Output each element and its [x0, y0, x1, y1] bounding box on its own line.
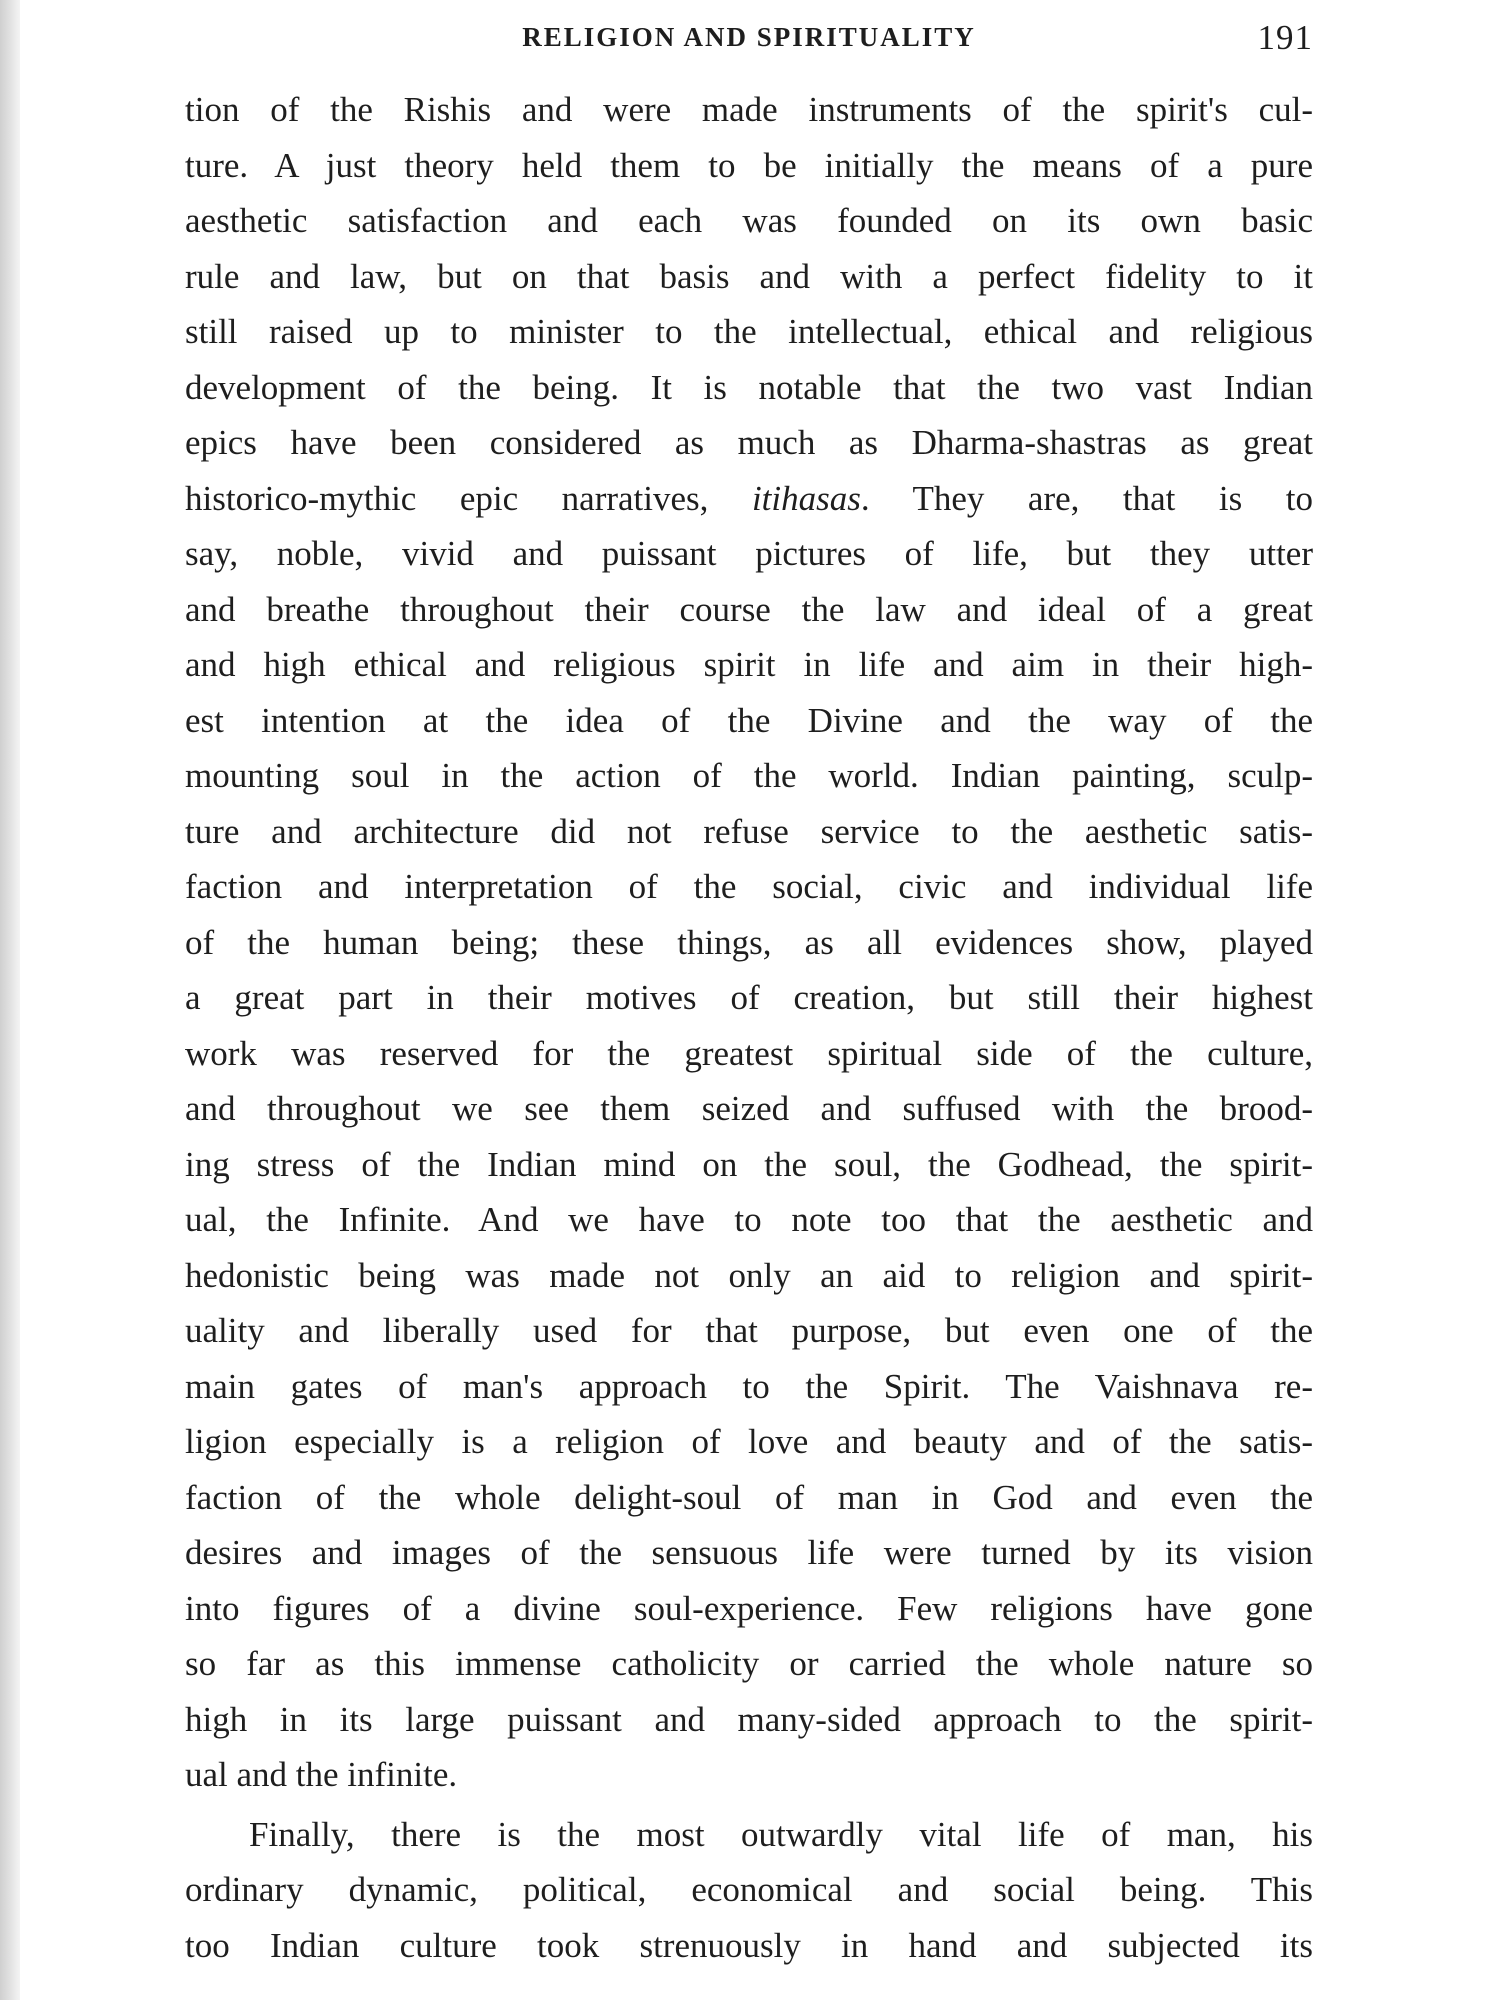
text-line: and breathe throughout their course the law and ideal of a great: [185, 589, 1313, 629]
text-line: ing stress of the Indian mind on the soul, the Godhead, the spirit-: [185, 1144, 1313, 1184]
text-line: still raised up to minister to the intellectual, ethical and religious: [185, 312, 1313, 351]
paragraph-2: [185, 1807, 1313, 1974]
text-segment: . They are, that is to: [860, 478, 1314, 518]
page-number: 191: [1257, 18, 1313, 57]
text-line: development of the being. It is notable that the two vast Indian: [185, 367, 1313, 407]
text-line: uality and liberally used for that purpose, but even one of the: [185, 1311, 1313, 1350]
page-gutter-shadow: [0, 0, 20, 2000]
running-title: RELIGION AND SPIRITUALITY: [522, 22, 976, 52]
text-line: ture. A just theory held them to be initially the means of a pure: [185, 145, 1313, 185]
body-text: [185, 82, 1313, 1973]
text-line: into figures of a divine soul-experience. Few religions have gone: [185, 1588, 1313, 1628]
text-line: ordinary dynamic, political, economical and social being. This: [185, 1870, 1313, 1909]
text-line: hedonistic being was made not only an aid to religion and spirit-: [185, 1255, 1313, 1295]
text-line: faction and interpretation of the social, civic and individual life: [185, 867, 1313, 906]
text-line: work was reserved for the greatest spiritual side of the culture,: [185, 1033, 1313, 1073]
paragraph-1: [185, 82, 1313, 1803]
text-line: ual and the infinite.: [185, 1755, 458, 1794]
text-line: ture and architecture did not refuse service to the aesthetic satis-: [185, 811, 1313, 851]
text-line: of the human being; these things, as all evidences show, played: [185, 922, 1313, 962]
text-line: faction of the whole delight-soul of man in God and even the: [185, 1477, 1313, 1517]
text-line: a great part in their motives of creation, but still their highest: [185, 978, 1313, 1017]
text-line: and high ethical and religious spirit in life and aim in their high-: [185, 645, 1313, 684]
text-line: too Indian culture took strenuously in hand and subjected its: [185, 1925, 1313, 1965]
text-line: epics have been considered as much as Dharma-shastras as great: [185, 423, 1313, 462]
text-line: Finally, there is the most outwardly vital life of man, his: [249, 1814, 1313, 1854]
text-line: ligion especially is a religion of love and beauty and of the satis-: [185, 1422, 1313, 1461]
text-line: say, noble, vivid and puissant pictures of life, but they utter: [185, 534, 1313, 573]
text-line: tion of the Rishis and were made instruments of the spirit's cul-: [185, 90, 1313, 129]
text-line: ual, the Infinite. And we have to note too that the aesthetic and: [185, 1200, 1313, 1239]
text-line: and throughout we see them seized and suffused with the brood-: [185, 1089, 1313, 1128]
text-segment: historico-mythic epic narratives,: [185, 478, 752, 518]
italic-term: itihasas: [751, 478, 861, 518]
running-head: [185, 14, 1313, 64]
text-line: main gates of man's approach to the Spirit. The Vaishnava re-: [185, 1366, 1313, 1406]
text-line: aesthetic satisfaction and each was founded on its own basic: [185, 201, 1313, 240]
text-line: high in its large puissant and many-sided approach to the spirit-: [185, 1699, 1313, 1739]
text-line: rule and law, but on that basis and with a perfect fidelity to it: [185, 256, 1313, 296]
text-line: so far as this immense catholicity or carried the whole nature so: [185, 1644, 1313, 1683]
text-line: est intention at the idea of the Divine and the way of the: [185, 700, 1313, 740]
text-line: desires and images of the sensuous life were turned by its vision: [185, 1533, 1313, 1572]
text-line-with-italic: [185, 471, 1313, 527]
text-line: mounting soul in the action of the world. Indian painting, sculp-: [185, 756, 1313, 795]
